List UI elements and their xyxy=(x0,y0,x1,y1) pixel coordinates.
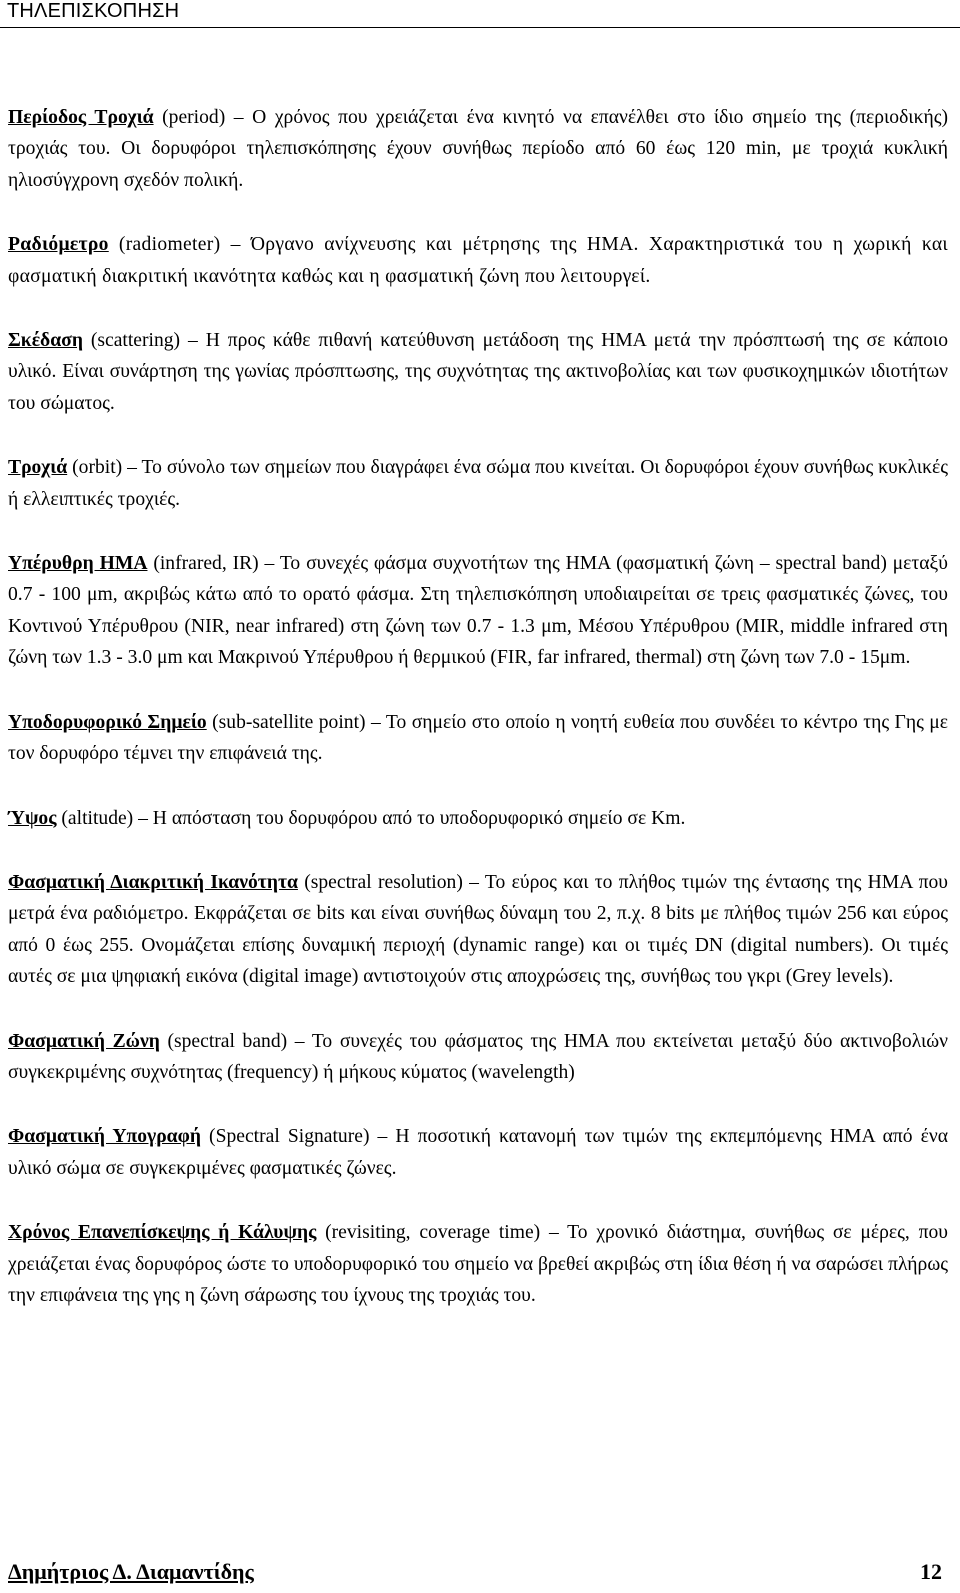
glossary-definition: (period) – Ο χρόνος που χρειάζεται ένα κινητό να επανέλθει στο ίδιο σημείο της (περιοδικής) τροχιάς του. Οι δορυφόροι τηλεπισκόπησης έχουν συνήθως περίοδο από 60 έως 120 min, με τροχιά κυκλική ηλιοσύγχρονη σχεδόν πολική. xyxy=(8,107,948,191)
glossary-definition: (scattering) – Η προς κάθε πιθανή κατεύθυνση μετάδοση της ΗΜΑ μετά την πρόσπτωσή της σε κάποιο υλικό. Είναι συνάρτηση της γωνίας πρόσπτωσης, της συχνότητας της ακτινοβολίας και των φυσικοχημικών ιδιοτήτων του σώματος. xyxy=(8,330,948,414)
page-number: 12 xyxy=(920,1559,942,1584)
glossary-entry-spectral-resolution xyxy=(8,867,948,993)
footer-author: Δημήτριος Δ. Διαμαντίδης xyxy=(8,1559,254,1584)
glossary-definition: (orbit) – Το σύνολο των σημείων που διαγράφει ένα σώμα που κινείται. Οι δορυφόροι έχουν συνήθως κυκλικές ή ελλειπτικές τροχιές. xyxy=(8,457,948,510)
glossary-definition: (altitude) – Η απόσταση του δορυφόρου από το υποδορυφορικό σημείο σε Km. xyxy=(56,807,686,829)
glossary-entry-orbit xyxy=(8,452,948,515)
glossary-term: Τροχιά xyxy=(8,457,68,479)
glossary-entry-radiometer xyxy=(8,229,948,292)
glossary-entry-period xyxy=(8,102,948,196)
glossary-term: Χρόνος Επανεπίσκεψης ή Κάλυψης xyxy=(8,1222,317,1244)
glossary-term: Περίοδος Τροχιά xyxy=(8,107,154,128)
page-header xyxy=(0,0,960,28)
glossary-term: Σκέδαση xyxy=(8,330,83,352)
header-title: ΤΗΛΕΠΙΣΚΟΠΗΣΗ xyxy=(7,0,180,22)
glossary-definition: (spectral band) – Το συνεχές του φάσματος της ΗΜΑ που εκτείνεται μεταξύ δύο ακτινοβολιών συγκεκριμένης συχνότητας (frequency) ή μήκους κύματος (wavelength) xyxy=(8,1030,948,1083)
glossary-entry-altitude xyxy=(8,803,948,834)
glossary-term: Φασματική Διακριτική Ικανότητα xyxy=(8,871,298,893)
glossary-content xyxy=(8,102,948,1344)
glossary-definition: (sub-satellite point) – Το σημείο στο οποίο η νοητή ευθεία που συνδέει το κέντρο της Γης με τον δορυφόρο τέμνει την επιφάνειά της. xyxy=(8,711,949,765)
glossary-term: Φασματική Υπογραφή xyxy=(8,1126,201,1148)
glossary-definition: (radiometer) – Όργανο ανίχνευσης και μέτρησης της ΗΜΑ. Χαρακτηριστικά του η χωρική και φασματική διακριτική ικανότητα καθώς και η φασματική ζώνη που λειτουργεί. xyxy=(8,234,948,287)
glossary-definition: (revisiting, coverage time) – Το χρονικό διάστημα, συνήθως σε μέρες, που χρειάζεται ένας δορυφόρος ώστε το υποδορυφορικό του σημείο να βρεθεί ακριβώς στη ίδια θέση ή να σαρώσει πλήρως την επιφάνεια της γης η ζώνη σάρωσης του ίχνους της τροχιάς του. xyxy=(8,1222,948,1306)
glossary-term: Φασματική Ζώνη xyxy=(8,1030,160,1052)
glossary-entry-sub-satellite-point xyxy=(8,707,948,770)
glossary-definition: (spectral resolution) – Το εύρος και το πλήθος τιμών της έντασης της ΗΜΑ που μετρά ένα ραδιόμετρο. Εκφράζεται σε bits και είναι συνήθως δύναμη του 2, π.χ. 8 bits με πλήθος τιμών 256 και εύρος από 0 έως 255. Ονομάζεται επίσης δυναμική περιοχή (dynamic range) και οι τιμές DN (digital numbers). Οι τιμές αυτές σε μια ψηφιακή εικόνα (digital image) αντιστοιχούν στις αποχρώσεις της, συνήθως του γκρι (Grey levels). xyxy=(8,871,948,988)
glossary-entry-spectral-signature xyxy=(8,1121,948,1184)
glossary-term: Υπέρυθρη ΗΜΑ xyxy=(8,553,148,575)
glossary-entry-scattering xyxy=(8,325,948,419)
glossary-entry-revisit-time xyxy=(8,1217,948,1311)
glossary-definition: (Spectral Signature) – Η ποσοτική κατανομή των τιμών της εκπεμπόμενης ΗΜΑ από ένα υλικό σώμα σε συγκεκριμένες φασματικές ζώνες. xyxy=(8,1126,948,1179)
glossary-entry-spectral-band xyxy=(8,1026,948,1089)
glossary-term: Υποδορυφορικό Σημείο xyxy=(8,711,207,733)
glossary-term: Ύψος xyxy=(8,807,57,829)
glossary-definition: (infrared, IR) – Το συνεχές φάσμα συχνοτήτων της ΗΜΑ (φασματική ζώνη – spectral band) μεταξύ 0.7 - 100 μm, ακριβώς κάτω από το ορατό φάσμα. Στη τηλεπισκόπηση υποδιαιρείται σε τρεις φασματικές ζώνες, του Κοντινού Υπέρυθρου (NIR, near infrared) στη ζώνη των 0.7 - 1.3 μm, Μέσου Υπέρυθρου (MIR, middle infrared στη ζώνη των 1.3 - 3.0 μm και Μακρινού Υπέρυθρου ή θερμικού (FIR, far infrared, thermal) στη ζώνη των 7.0 - 15μm. xyxy=(8,553,948,669)
glossary-term: Ραδιόμετρο xyxy=(8,234,109,256)
glossary-entry-infrared xyxy=(8,548,948,674)
